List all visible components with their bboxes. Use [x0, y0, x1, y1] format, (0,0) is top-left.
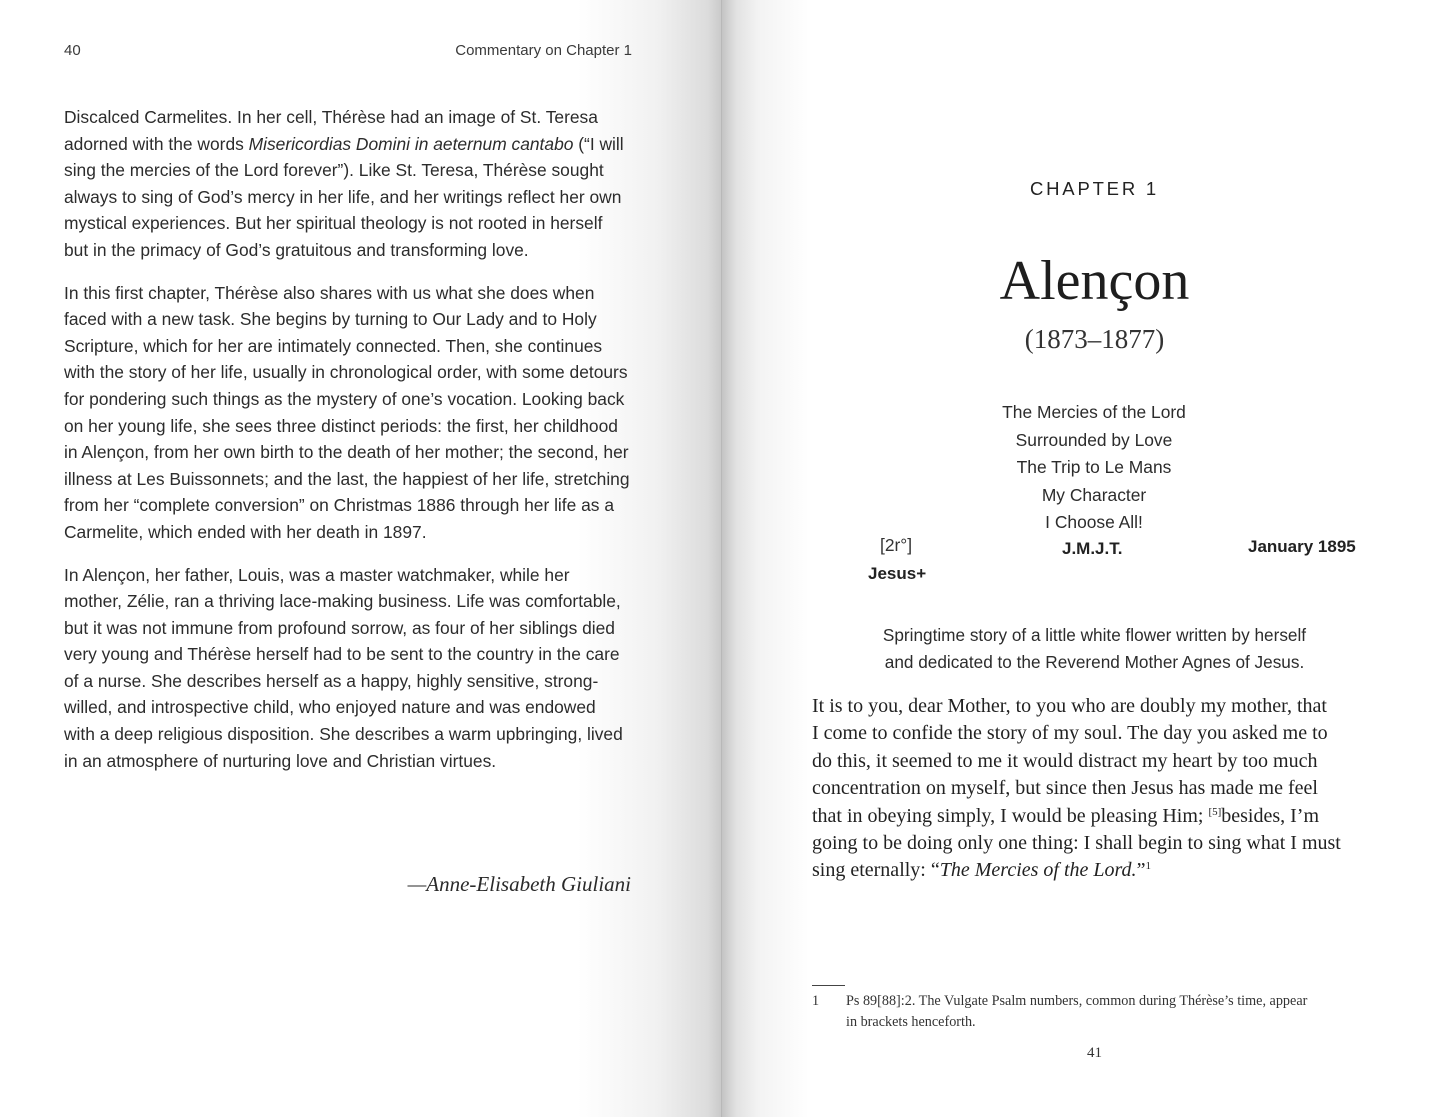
text-line-part: sing eternally: “ [812, 859, 940, 882]
book-gutter [721, 0, 722, 1117]
commentary-paragraph-2: In this first chapter, Thérèse also shares with us what she does when faced with a new task. She begins by turning to Our Lady and to Holy Scripture, which for her are intimately connected. Then, she continues with the story of her life, usually in chronological order, with some detours for pondering such things as the mystery of one’s vocation. Looking back on her young life, she sees three distinct periods: the first, her childhood in Alençon, from her own birth to the death of her mother; the second, her illness at Les Buissonnets; and the last, the happiest of her life, stretching from her “complete conversion” on Christmas 1886 through her life as a Carmelite, which ended with her death in 1897. [64, 282, 630, 542]
footnote-body [846, 991, 1384, 1033]
text-line-content: going to be doing only one thing: I shall begin to sing what I must [812, 831, 1341, 854]
footnote [812, 991, 1384, 1033]
dedication [842, 622, 1347, 676]
commentary-text [64, 104, 630, 790]
contents-item: My Character [1041, 484, 1147, 505]
text-line-content: I come to confide the story of my soul. The day you asked me to [812, 722, 1328, 745]
author-signature: —Anne-Elisabeth Giuliani [407, 872, 631, 896]
contents-item: I Choose All! [1045, 512, 1143, 532]
text-line [812, 775, 1384, 802]
italic-title: The Mercies of the Lord. [939, 859, 1137, 882]
footnote-line: Ps 89[88]:2. The Vulgate Psalm numbers, common during Thérèse’s time, appear [846, 993, 1308, 1009]
footnote-line: in brackets henceforth. [846, 1014, 976, 1030]
folio-reference: [5] [1208, 805, 1222, 818]
manuscript-reference: [2r°] [880, 535, 913, 555]
text-line-part: besides, I’m [1221, 804, 1320, 827]
dedication-line: and dedicated to the Reverend Mother Agnes of Jesus. [884, 652, 1305, 672]
commentary-paragraph-1 [64, 104, 630, 264]
chapter-contents [944, 399, 1244, 537]
paragraph-1-text-b: (“I will sing the mercies of the Lord forever”). Like St. Teresa, Thérèse sought always to sing of God’s mercy in her life, and her writings reflect her own mystical experiences. But her spiritual theology is not rooted in herself but in the primacy of God’s gratuitous and transforming love. [64, 133, 624, 260]
footnote-reference[interactable]: 1 [1145, 860, 1151, 873]
text-line-part: that in obeying simply, I would be pleasing Him; [812, 804, 1209, 827]
chapter-years: (1873–1877) [1024, 324, 1165, 354]
chapter-label: CHAPTER 1 [1029, 178, 1160, 199]
running-head: Commentary on Chapter 1 [455, 42, 632, 59]
text-line [812, 830, 1384, 857]
text-line-content [812, 803, 1319, 830]
contents-item: Surrounded by Love [1015, 429, 1173, 450]
commentary-paragraph-3: In Alençon, her father, Louis, was a master watchmaker, while her mother, Zélie, ran a thriving lace-making business. Life was comfortable, but it was not immune from profound sorrow, as four of her siblings died very young and Thérèse herself had to be sent to the country in the care of a nurse. She describes herself as a happy, highly sensitive, strong-willed, and introspective child, who enjoyed nature and was endowed with a deep religious disposition. She describes a warm upbringing, lived in an atmosphere of nurturing love and Christian virtues. [64, 564, 623, 771]
text-line [812, 693, 1384, 720]
chapter-title: Alençon [999, 250, 1190, 312]
jmjt-heading: J.M.J.T. [1062, 539, 1123, 558]
left-page-number: 40 [64, 42, 81, 59]
dedication-line: Springtime story of a little white flower written by herself [882, 625, 1307, 645]
contents-item: The Mercies of the Lord [1002, 402, 1186, 422]
right-page-number: 41 [1087, 1045, 1102, 1061]
footnote-number: 1 [812, 993, 820, 1009]
left-page [0, 0, 722, 1117]
jesus-heading: Jesus+ [868, 564, 927, 583]
latin-motto: Misericordias Domini in aeternum cantabo [248, 133, 574, 154]
text-line-part: ” [1136, 859, 1146, 882]
text-line [812, 720, 1384, 747]
text-line-content: concentration on myself, but since then Jesus has made me feel [812, 777, 1318, 800]
contents-item: The Trip to Le Mans [1016, 457, 1172, 477]
right-page [722, 0, 1445, 1117]
text-line [812, 857, 1384, 884]
text-line [812, 803, 1384, 830]
text-line [812, 748, 1384, 775]
date-heading: January 1895 [1248, 537, 1356, 556]
text-line-content: do this, it seemed to me it would distract my heart by too much [812, 749, 1318, 772]
text-line-content: It is to you, dear Mother, to you who are doubly my mother, that [812, 695, 1327, 717]
paragraph-1-text-a: Discalced Carmelites. In her cell, Thérèse had an image of St. Teresa adorned with the words [64, 107, 598, 154]
manuscript-text [812, 693, 1384, 885]
text-line-content [812, 857, 1151, 884]
footnote-rule [812, 985, 845, 986]
